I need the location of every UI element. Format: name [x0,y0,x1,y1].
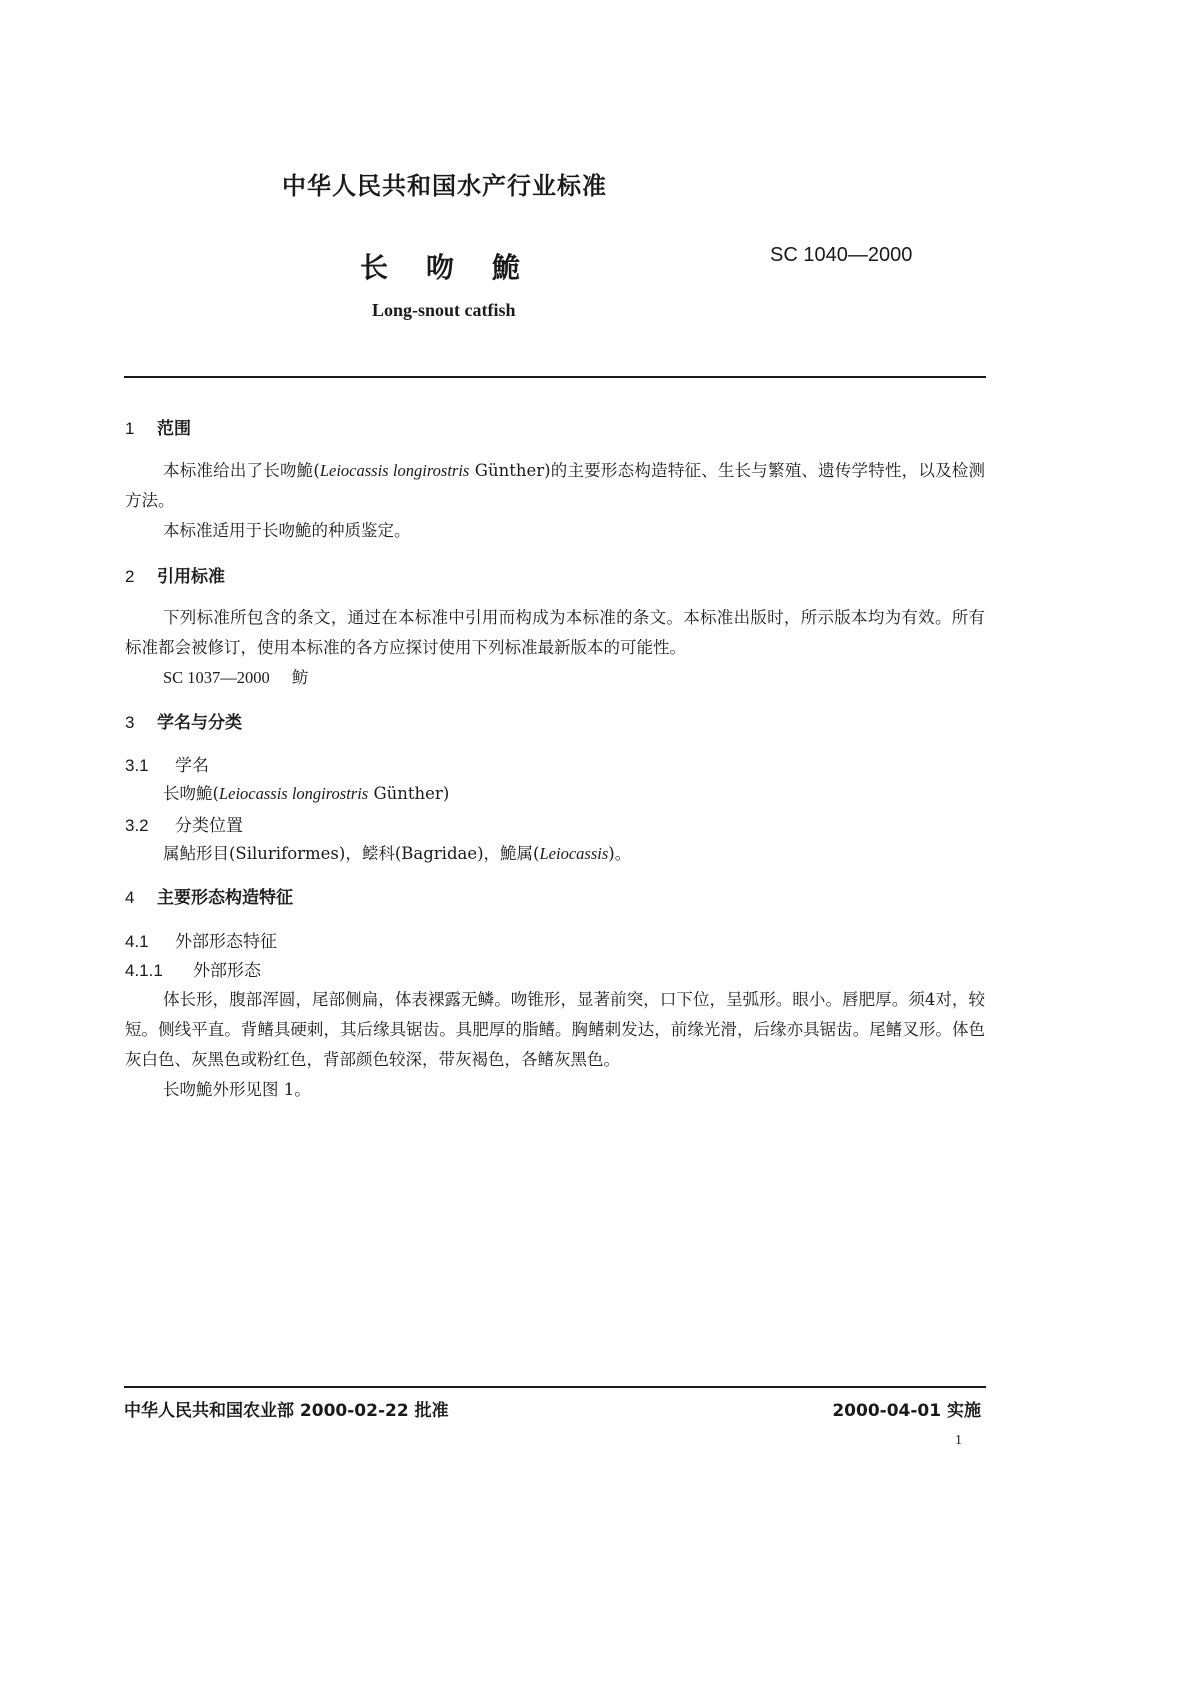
section-number: 3.1 [125,756,149,775]
section-title: 范围 [157,419,191,439]
text: Günther) [368,784,450,803]
latin-name: Leiocassis [539,844,609,863]
section-title: 主要形态构造特征 [157,888,293,908]
section-4-body [125,985,985,1105]
section-4-1-1-heading [125,956,261,981]
footer-rule [124,1386,986,1388]
section-3-2-heading [125,811,243,836]
section-3-1-heading [125,751,209,776]
section-title: 学名 [175,756,209,776]
section-title: 学名与分类 [157,713,242,733]
approval-line: 中华人民共和国农业部 2000-02-22 批准 [124,1401,449,1421]
page-number: 1 [955,1433,962,1448]
section-number: 2 [125,567,135,586]
latin-name: Leiocassis longirostris [319,461,470,480]
text: Günther)的主要形态构造特征、生长与繁殖、遗传学特性，以及检测方法。 [125,461,985,510]
text: 长吻鮠( [163,784,219,803]
implementation-date: 2000-04-01 实施 [832,1401,981,1421]
header-rule [124,376,986,378]
latin-name: Leiocassis longirostris [218,784,369,803]
section-4-heading [125,883,293,908]
text: 属鲇形目(Siluriformes)，鲿科(Bagridae)，鮠属( [163,844,540,863]
scientific-name-line [163,780,449,804]
paragraph: 长吻鮠外形见图 1。 [163,1080,311,1099]
paragraph [125,456,985,516]
classification-line [163,840,631,864]
section-number: 1 [125,419,135,438]
section-1-body [125,456,985,546]
section-2-heading [125,562,225,587]
paragraph: 下列标准所包含的条文，通过在本标准中引用而构成为本标准的条文。本标准出版时，所示版本均为有效。所有标准都会被修订，使用本标准的各方应探讨使用下列标准最新版本的可能性。 [125,608,985,657]
section-number: 4.1 [125,932,149,951]
section-title: 分类位置 [175,816,243,836]
section-number: 3.2 [125,816,149,835]
industry-standard-title: 中华人民共和国水产行业标准 [282,172,607,200]
section-title: 外部形态特征 [175,932,277,952]
section-2-body [125,603,985,693]
standard-code: SC 1040—2000 [770,244,913,266]
paragraph: 体长形，腹部浑圆，尾部侧扁，体表裸露无鳞。吻锥形，显著前突，口下位，呈弧形。眼小。唇肥厚。须4对，较短。侧线平直。背鳍具硬刺，其后缘具锯齿。具肥厚的脂鳍。胸鳍刺发达，前缘光滑，后缘亦具锯齿。尾鳍叉形。体色灰白色、灰黑色或粉红色，背部颜色较深，带灰褐色，各鳍灰黑色。 [125,990,985,1069]
document-title: 长吻鮠 [360,251,559,284]
section-4-1-heading [125,927,277,952]
section-number: 4 [125,888,135,907]
section-number: 4.1.1 [125,961,163,980]
paragraph: 本标准适用于长吻鮠的种质鉴定。 [163,521,411,540]
text: )。 [608,844,632,863]
section-title: 引用标准 [157,567,225,587]
reference-line [125,663,985,693]
reference-name: 鲂 [291,668,309,687]
reference-code: SC 1037—2000 [163,668,270,687]
english-subtitle: Long-snout catfish [372,300,516,320]
section-1-heading [125,414,191,439]
section-3-heading [125,708,242,733]
text: 本标准给出了长吻鮠( [163,461,320,480]
section-number: 3 [125,713,135,732]
section-title: 外部形态 [193,961,261,981]
